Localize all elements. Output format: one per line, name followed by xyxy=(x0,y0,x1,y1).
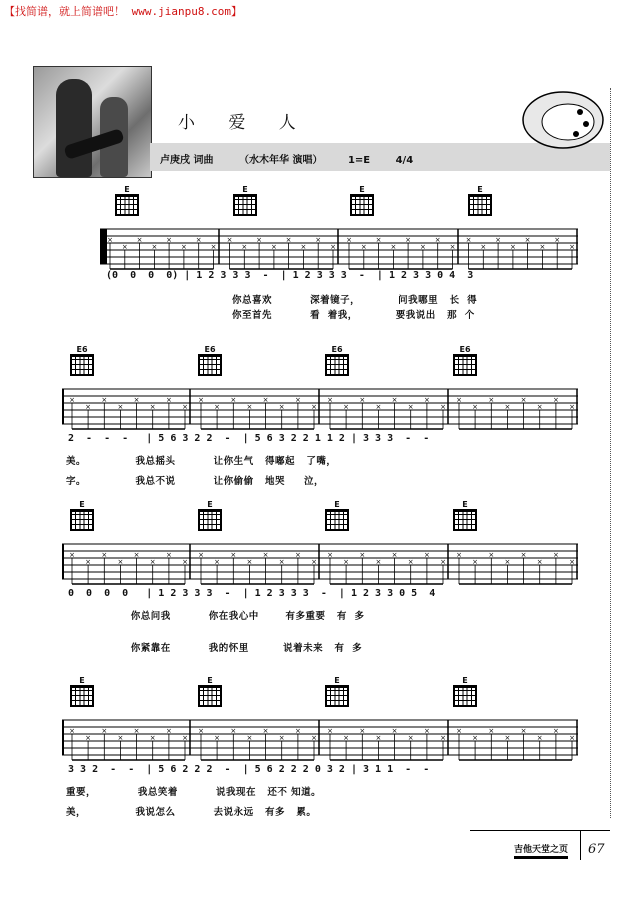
chord-diagram xyxy=(350,185,374,216)
svg-text:×: × xyxy=(311,558,317,566)
svg-text:×: × xyxy=(488,396,495,404)
artist-photo xyxy=(33,66,152,178)
svg-text:×: × xyxy=(456,727,462,735)
svg-text:×: × xyxy=(294,396,301,404)
svg-text:×: × xyxy=(256,236,263,244)
svg-text:×: × xyxy=(509,243,516,251)
svg-text:×: × xyxy=(117,403,124,411)
svg-text:×: × xyxy=(552,396,559,404)
svg-text:×: × xyxy=(327,396,333,404)
svg-text:×: × xyxy=(407,403,414,411)
svg-text:×: × xyxy=(504,558,511,566)
svg-text:×: × xyxy=(554,236,561,244)
chord-name: E xyxy=(334,676,340,685)
chord-diagram xyxy=(233,185,257,216)
svg-text:×: × xyxy=(390,243,397,251)
guitar-pick-icon xyxy=(518,82,608,152)
svg-text:×: × xyxy=(360,243,367,251)
song-credits xyxy=(160,151,435,166)
svg-text:×: × xyxy=(149,734,156,742)
svg-text:×: × xyxy=(85,734,92,742)
chord-grid xyxy=(233,194,257,216)
svg-text:×: × xyxy=(117,734,124,742)
svg-text:×: × xyxy=(472,403,479,411)
svg-text:×: × xyxy=(246,734,253,742)
svg-text:×: × xyxy=(359,727,366,735)
chord-grid xyxy=(70,354,94,376)
writer-credit: 卢庚戌 词曲 xyxy=(160,155,214,166)
svg-text:×: × xyxy=(315,236,322,244)
svg-text:×: × xyxy=(198,396,204,404)
chord-name: E xyxy=(207,500,213,509)
svg-text:×: × xyxy=(539,243,546,251)
svg-text:×: × xyxy=(536,734,543,742)
svg-text:×: × xyxy=(569,558,575,566)
svg-text:×: × xyxy=(375,403,382,411)
tab-staff xyxy=(62,716,578,762)
svg-text:×: × xyxy=(182,734,188,742)
chord-grid xyxy=(115,194,139,216)
svg-text:×: × xyxy=(423,396,430,404)
svg-text:×: × xyxy=(294,551,301,559)
svg-text:×: × xyxy=(524,236,531,244)
svg-text:×: × xyxy=(241,243,248,251)
chord-diagram xyxy=(198,676,222,707)
chord-name: E6 xyxy=(331,345,343,354)
performer-credit: （水木年华 演唱） xyxy=(238,155,323,166)
svg-text:×: × xyxy=(121,243,128,251)
svg-text:×: × xyxy=(343,403,350,411)
svg-text:×: × xyxy=(165,551,172,559)
lyrics-verse-2: 你紧靠在 我的怀里 说着未来 有 多 xyxy=(66,643,363,654)
svg-text:×: × xyxy=(327,727,333,735)
svg-text:×: × xyxy=(149,558,156,566)
chord-grid xyxy=(70,685,94,707)
svg-text:×: × xyxy=(440,558,446,566)
svg-text:×: × xyxy=(552,727,559,735)
svg-text:×: × xyxy=(195,236,202,244)
tab-staff xyxy=(62,540,578,586)
svg-text:×: × xyxy=(569,403,575,411)
chord-diagram xyxy=(115,185,139,216)
svg-text:×: × xyxy=(488,551,495,559)
svg-text:×: × xyxy=(465,236,472,244)
lyrics-verse-2: 字。 我总不说 让你偷偷 地哭 泣， xyxy=(66,476,325,487)
svg-text:×: × xyxy=(343,734,350,742)
chord-diagram xyxy=(453,500,477,531)
svg-text:×: × xyxy=(270,243,277,251)
svg-text:×: × xyxy=(117,558,124,566)
site-watermark: 【找简谱，就上简谱吧！ www.jianpu8.com】 xyxy=(4,5,242,18)
svg-text:×: × xyxy=(440,403,446,411)
svg-text:×: × xyxy=(330,243,336,251)
chord-name: E xyxy=(79,676,85,685)
svg-text:×: × xyxy=(85,558,92,566)
svg-text:×: × xyxy=(375,558,382,566)
svg-text:×: × xyxy=(85,403,92,411)
chord-grid xyxy=(325,685,349,707)
svg-text:×: × xyxy=(133,396,140,404)
magazine-logo: 吉他天堂之页 xyxy=(514,842,568,859)
numbered-notation: 2 - - - | 5 6 3 2 2 - | 5 6 3 2 2 1 1 2 | 3 3 3 - - xyxy=(68,433,430,444)
svg-text:×: × xyxy=(520,396,527,404)
svg-text:×: × xyxy=(214,734,221,742)
svg-text:×: × xyxy=(294,727,301,735)
chord-grid xyxy=(198,509,222,531)
chord-diagram xyxy=(70,500,94,531)
svg-text:×: × xyxy=(520,551,527,559)
svg-text:×: × xyxy=(456,551,462,559)
svg-text:×: × xyxy=(107,236,113,244)
chord-name: E xyxy=(462,676,468,685)
chord-name: E xyxy=(359,185,365,194)
svg-text:×: × xyxy=(198,551,204,559)
svg-text:×: × xyxy=(391,551,398,559)
svg-text:×: × xyxy=(226,236,233,244)
svg-text:×: × xyxy=(136,236,143,244)
numbered-notation: (0 0 0 0) | 1 2 3 3 3 - | 1 2 3 3 3 - | 1 2 3 3 0 4 3 xyxy=(106,270,474,281)
chord-diagram xyxy=(70,345,94,376)
chord-name: E xyxy=(462,500,468,509)
chord-diagram xyxy=(453,345,477,376)
chord-diagram xyxy=(468,185,492,216)
svg-text:×: × xyxy=(210,243,217,251)
chord-grid xyxy=(198,685,222,707)
svg-text:×: × xyxy=(101,396,108,404)
lyrics-verse-2: 美， 我说怎么 去说永远 有多 累。 xyxy=(66,807,317,818)
svg-text:×: × xyxy=(504,734,511,742)
lyrics-verse-1: 你总问我 你在我心中 有多重要 有 多 xyxy=(66,611,365,622)
chord-grid xyxy=(70,509,94,531)
svg-text:×: × xyxy=(262,396,269,404)
svg-text:×: × xyxy=(419,243,426,251)
chord-name: E xyxy=(477,185,483,194)
svg-text:×: × xyxy=(165,396,172,404)
svg-text:×: × xyxy=(472,558,479,566)
chord-diagram xyxy=(198,345,222,376)
footer-divider xyxy=(580,830,581,860)
svg-text:×: × xyxy=(359,551,366,559)
tab-staff xyxy=(100,225,578,271)
svg-text:×: × xyxy=(434,236,441,244)
chord-name: E xyxy=(334,500,340,509)
svg-text:×: × xyxy=(569,243,575,251)
numbered-notation: 0 0 0 0 | 1 2 3 3 3 - | 1 2 3 3 3 - | 1 2 3 3 0 5 4 xyxy=(68,588,436,599)
svg-text:×: × xyxy=(230,727,237,735)
svg-text:×: × xyxy=(151,243,158,251)
svg-text:×: × xyxy=(278,558,285,566)
svg-text:×: × xyxy=(359,396,366,404)
svg-text:×: × xyxy=(391,396,398,404)
svg-text:×: × xyxy=(182,558,188,566)
page-margin-dotted-line xyxy=(610,88,611,818)
svg-text:×: × xyxy=(552,551,559,559)
svg-text:×: × xyxy=(343,558,350,566)
footer-rule xyxy=(470,830,610,831)
chord-name: E xyxy=(124,185,130,194)
svg-text:×: × xyxy=(182,403,188,411)
svg-text:×: × xyxy=(375,734,382,742)
svg-text:×: × xyxy=(472,734,479,742)
svg-text:×: × xyxy=(536,403,543,411)
chord-grid xyxy=(325,354,349,376)
chord-diagram xyxy=(453,676,477,707)
svg-text:×: × xyxy=(449,243,456,251)
svg-text:×: × xyxy=(133,727,140,735)
svg-text:×: × xyxy=(262,551,269,559)
svg-text:×: × xyxy=(198,727,204,735)
svg-text:×: × xyxy=(346,236,352,244)
svg-text:×: × xyxy=(536,558,543,566)
svg-text:×: × xyxy=(327,551,333,559)
svg-text:×: × xyxy=(407,558,414,566)
svg-text:×: × xyxy=(423,551,430,559)
svg-text:×: × xyxy=(165,727,172,735)
chord-diagram xyxy=(325,676,349,707)
chord-name: E6 xyxy=(459,345,471,354)
numbered-notation: 3 3 2 - - | 5 6 2 2 2 - | 5 6 2 2 2 0 3 2 | 3 1 1 - - xyxy=(68,764,430,775)
chord-grid xyxy=(453,509,477,531)
svg-text:×: × xyxy=(456,396,462,404)
chord-diagram xyxy=(325,345,349,376)
chord-diagram xyxy=(70,676,94,707)
svg-text:×: × xyxy=(230,551,237,559)
chord-name: E6 xyxy=(76,345,88,354)
lyrics-verse-1: 重要， 我总笑着 说我现在 还不 知道。 xyxy=(66,787,322,798)
svg-text:×: × xyxy=(423,727,430,735)
svg-text:×: × xyxy=(246,558,253,566)
svg-text:×: × xyxy=(375,236,382,244)
svg-text:×: × xyxy=(69,396,75,404)
svg-text:×: × xyxy=(230,396,237,404)
svg-text:×: × xyxy=(149,403,156,411)
svg-text:×: × xyxy=(180,243,187,251)
svg-text:×: × xyxy=(311,734,317,742)
svg-text:×: × xyxy=(569,734,575,742)
svg-text:×: × xyxy=(69,727,75,735)
svg-text:×: × xyxy=(278,734,285,742)
chord-grid xyxy=(198,354,222,376)
chord-grid xyxy=(468,194,492,216)
lyrics-verse-2: 你至首先 看 着我， 要我说出 那 个 xyxy=(232,310,475,321)
svg-text:×: × xyxy=(311,403,317,411)
svg-text:×: × xyxy=(488,727,495,735)
svg-text:×: × xyxy=(495,236,502,244)
svg-text:×: × xyxy=(407,734,414,742)
svg-text:×: × xyxy=(504,403,511,411)
svg-text:×: × xyxy=(101,727,108,735)
lyrics-verse-1: 美。 我总摇头 让你生气 得嘟起 了嘴， xyxy=(66,456,337,467)
tab-staff xyxy=(62,385,578,431)
chord-grid xyxy=(350,194,374,216)
svg-text:×: × xyxy=(300,243,307,251)
svg-text:×: × xyxy=(278,403,285,411)
song-title: 小 爱 人 xyxy=(178,113,310,133)
chord-grid xyxy=(453,685,477,707)
time-signature: 4/4 xyxy=(395,155,414,166)
svg-text:×: × xyxy=(166,236,173,244)
svg-text:×: × xyxy=(69,551,75,559)
lyrics-verse-1: 你总喜欢 深着镜子， 问我哪里 长 得 xyxy=(232,295,478,306)
svg-text:×: × xyxy=(391,727,398,735)
chord-name: E6 xyxy=(204,345,216,354)
svg-text:×: × xyxy=(285,236,292,244)
key-signature: 1=E xyxy=(347,155,371,166)
page-number: 67 xyxy=(588,842,605,857)
svg-text:×: × xyxy=(480,243,487,251)
svg-text:×: × xyxy=(440,734,446,742)
svg-text:×: × xyxy=(101,551,108,559)
svg-text:×: × xyxy=(246,403,253,411)
chord-diagram xyxy=(198,500,222,531)
svg-text:×: × xyxy=(214,558,221,566)
chord-grid xyxy=(453,354,477,376)
chord-name: E xyxy=(242,185,248,194)
svg-text:×: × xyxy=(262,727,269,735)
chord-diagram xyxy=(325,500,349,531)
svg-text:×: × xyxy=(133,551,140,559)
svg-text:×: × xyxy=(520,727,527,735)
svg-text:×: × xyxy=(405,236,412,244)
svg-text:×: × xyxy=(214,403,221,411)
chord-name: E xyxy=(79,500,85,509)
chord-name: E xyxy=(207,676,213,685)
chord-grid xyxy=(325,509,349,531)
